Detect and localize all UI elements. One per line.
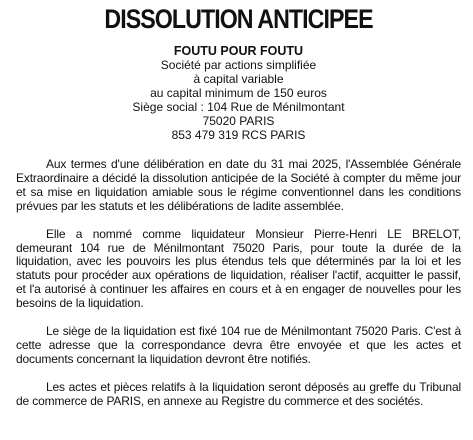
company-rcs-number: 853 479 319 RCS PARIS bbox=[171, 128, 306, 142]
company-header bbox=[16, 44, 461, 142]
company-capital-type: à capital variable bbox=[193, 72, 284, 86]
company-registered-office: Siège social : 104 Rue de Ménilmontant bbox=[132, 100, 345, 114]
company-postal-city: 75020 PARIS bbox=[202, 114, 275, 128]
paragraph-filing: Les actes et pièces relatifs à la liquidation seront déposés au greffe du Tribunal de commerce de PARIS, en annexe au Registre du commerce et des sociétés. bbox=[16, 379, 461, 408]
paragraph-liquidator: Elle a nommé comme liquidateur Monsieur Pierre-Henri LE BRELOT, demeurant 104 rue de Ménilmontant 75020 Paris, pour toute la durée de la liquidation, avec les pouvoirs les plus étendus tels que déterminés par la loi et les statuts pour procéder aux opérations de liquidation, réaliser l'actif, acquitter le passif, et l'a autorisé à continuer les affaires en cours et à en engager de nouvelles pour les besoins de la liquidation. bbox=[16, 226, 461, 311]
company-legal-form: Société par actions simplifiée bbox=[160, 58, 317, 72]
paragraph-dissolution: Aux termes d'une délibération en date du 31 mai 2025, l'Assemblée Générale Extraordinaire a décidé la dissolution anticipée de la Société à compter du même jour et sa mise en liquidation amiable sous le régime conventionnel dans les conditions prévues par les statuts et les délibérations de ladite assemblée. bbox=[16, 157, 461, 213]
paragraph-liquidation-seat: Le siège de la liquidation est fixé 104 rue de Ménilmontant 75020 Paris. C'est à cette adresse que la correspondance devra être envoyée et que les actes et documents concernant la liquidation devront être notifiés. bbox=[16, 324, 461, 366]
company-capital-amount: au capital minimum de 150 euros bbox=[150, 86, 327, 100]
notice-title: DISSOLUTION ANTICIPEE bbox=[104, 4, 373, 34]
company-name: FOUTU POUR FOUTU bbox=[173, 44, 304, 58]
